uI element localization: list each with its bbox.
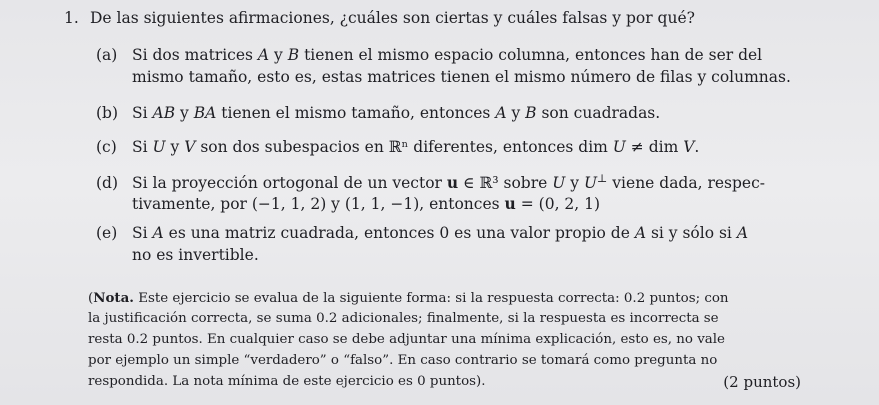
math-V: V: [184, 138, 196, 156]
math-AB: AB: [152, 104, 176, 122]
item-b-text: y: [506, 104, 526, 122]
item-a-text: tienen el mismo espacio columna, entonces han de ser del: [299, 46, 763, 64]
note-line2: la justificación correcta, se suma 0.2 adicionales; finalmente, si la respuesta es incorrecta se: [88, 311, 719, 326]
item-d-text: ∈ ℝ³ sobre: [458, 174, 553, 193]
item-b: [96, 104, 660, 122]
item-a-text: y: [269, 46, 288, 64]
item-a-line1: [96, 46, 762, 64]
item-b-text: Si: [132, 104, 153, 122]
item-b-text: y: [175, 104, 194, 122]
item-c: [96, 138, 699, 156]
math-A: A: [257, 46, 270, 64]
question-number: 1.: [64, 9, 79, 27]
item-b-text: tienen el mismo tamaño, entonces: [216, 104, 496, 122]
points-label: (2 puntos): [723, 373, 801, 391]
note-title: Nota.: [93, 290, 134, 306]
item-e-line1: [96, 224, 748, 242]
math-B: B: [525, 104, 537, 122]
perp-symbol: ⊥: [597, 172, 608, 185]
math-U: U: [612, 138, 626, 156]
math-A: A: [736, 224, 749, 242]
item-e-text: es una matriz cuadrada, entonces 0 es una valor propio de: [163, 224, 635, 242]
item-e-line2: no es invertible.: [132, 246, 259, 264]
math-BA: BA: [193, 104, 217, 122]
math-u: u: [504, 194, 516, 213]
item-e-text: Si: [132, 224, 153, 242]
item-a-line2: mismo tamaño, esto es, estas matrices tienen el mismo número de filas y columnas.: [132, 68, 791, 86]
math-U: U: [152, 138, 166, 156]
item-c-label: (c): [96, 138, 117, 156]
note-line3: resta 0.2 puntos. En cualquier caso se debe adjuntar una mínima explicación, esto es, no vale: [88, 332, 725, 347]
item-a-text: Si dos matrices: [132, 46, 258, 64]
item-c-text: y: [165, 138, 185, 156]
item-d-text: tivamente, por (−1, 1, 2) y (1, 1, −1), entonces: [132, 195, 505, 213]
item-c-text: ≠ dim: [625, 138, 684, 156]
item-c-text: son dos subespacios en ℝⁿ diferentes, entonces dim: [195, 138, 613, 156]
item-d-text: viene dada, respec-: [607, 174, 766, 193]
item-d-text: Si la proyección ortogonal de un vector: [132, 174, 447, 193]
question-text: De las siguientes afirmaciones, ¿cuáles son ciertas y cuáles falsas y por qué?: [90, 9, 695, 27]
note-line4: por ejemplo un simple “verdadero” o “falso”. En caso contrario se tomará como pregunta no: [88, 353, 718, 368]
item-e-label: (e): [96, 224, 118, 242]
item-d-label: (d): [96, 174, 119, 193]
math-B: B: [287, 46, 300, 64]
item-e-text: si y sólo si: [646, 224, 737, 242]
math-U: U: [552, 174, 566, 193]
question-heading: [64, 9, 695, 27]
note-paren: (: [88, 291, 94, 306]
item-c-text: Si: [132, 138, 153, 156]
item-a-label: (a): [96, 46, 118, 64]
math-U-perp: U: [583, 174, 598, 193]
item-d-text: y: [565, 174, 584, 193]
item-b-text: son cuadradas.: [536, 104, 661, 122]
item-d-line1: [96, 172, 765, 192]
math-A: A: [634, 224, 647, 242]
item-d-line2: [132, 194, 600, 213]
note-line5: respondida. La nota mínima de este ejercicio es 0 puntos).: [88, 374, 486, 389]
math-A: A: [152, 224, 164, 242]
note-text: Este ejercicio se evalua de la siguiente forma: si la respuesta correcta: 0.2 puntos; con: [133, 291, 729, 306]
item-b-label: (b): [96, 104, 119, 122]
item-d-text: = (0, 2, 1): [515, 195, 601, 213]
math-u: u: [446, 173, 459, 193]
item-c-text: .: [694, 138, 700, 156]
note-line1: [88, 290, 729, 306]
math-A: A: [495, 104, 507, 122]
math-V: V: [683, 138, 695, 156]
